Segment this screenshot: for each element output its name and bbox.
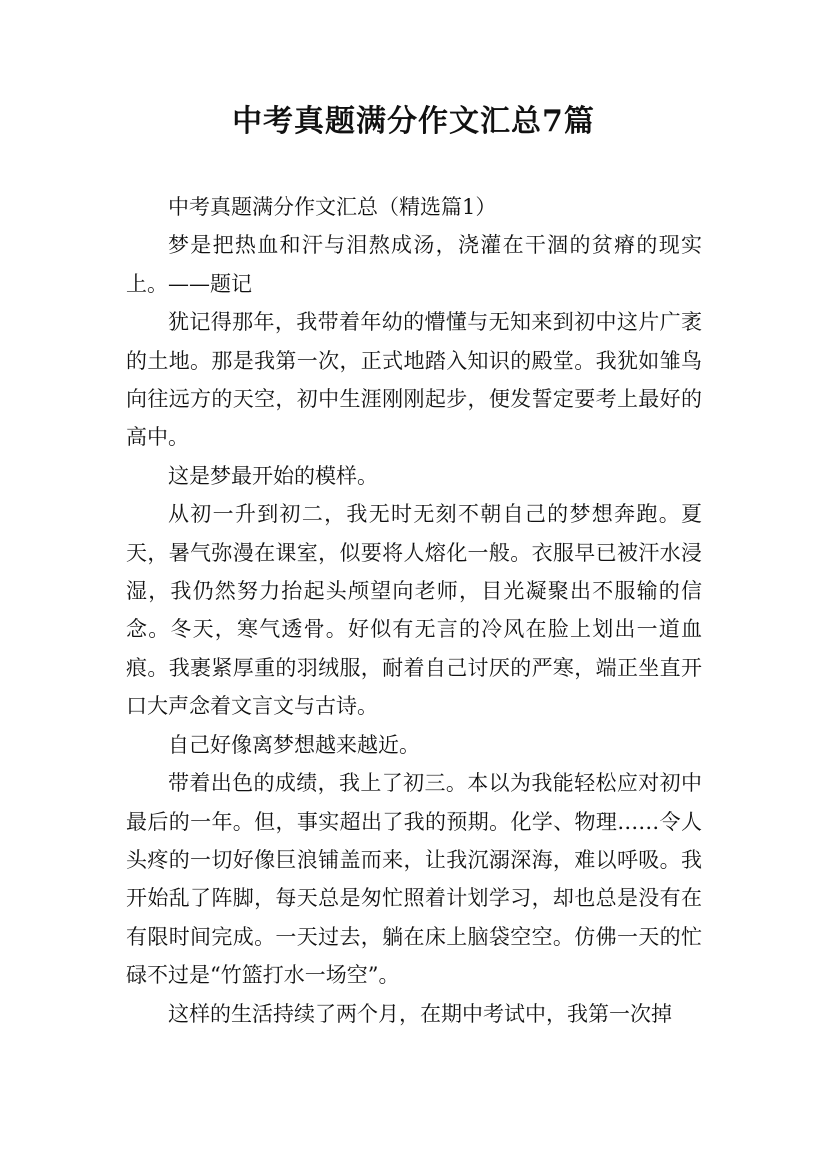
paragraph: 从初一升到初二，我无时无刻不朝自己的梦想奔跑。夏天，暑气弥漫在课室，似要将人熔化一般。衣服早已被汗水浸湿，我仍然努力抬起头颅望向老师，目光凝聚出不服输的信念。冬天，寒气透骨。好似有无言的冷风在脸上划出一道血痕。我裹紧厚重的羽绒服，耐着自己讨厌的严寒，端正坐直开口大声念着文言文与古诗。 — [126, 502, 702, 719]
paragraph: 中考真题满分作文汇总（精选篇1） — [168, 195, 497, 219]
document-body — [126, 188, 702, 1033]
paragraph: 这样的生活持续了两个月，在期中考试中，我第一次掉 — [168, 1001, 672, 1026]
paragraph: 梦是把热血和汗与泪熬成汤，浇灌在干涸的贫瘠的现实上。——题记 — [126, 233, 702, 296]
paragraph: 犹记得那年，我带着年幼的懵懂与无知来到初中这片广袤的土地。那是我第一次，正式地踏入知识的殿堂。我犹如雏鸟向往远方的天空，初中生涯刚刚起步，便发誓定要考上最好的高中。 — [126, 310, 702, 450]
paragraph: 带着出色的成绩，我上了初三。本以为我能轻松应对初中最后的一年。但，事实超出了我的预期。化学、物理……令人头疼的一切好像巨浪铺盖而来，让我沉溺深海，难以呼吸。我开始乱了阵脚，每天总是匆忙照着计划学习，却也总是没有在有限时间完成。一天过去，躺在床上脑袋空空。仿佛一天的忙碌不过是“竹篮打水一场空”。 — [126, 771, 702, 988]
paragraph: 这是梦最开始的模样。 — [168, 463, 378, 488]
document-title: 中考真题满分作文汇总7篇 — [232, 104, 595, 139]
paragraph: 自己好像离梦想越来越近。 — [168, 732, 420, 757]
